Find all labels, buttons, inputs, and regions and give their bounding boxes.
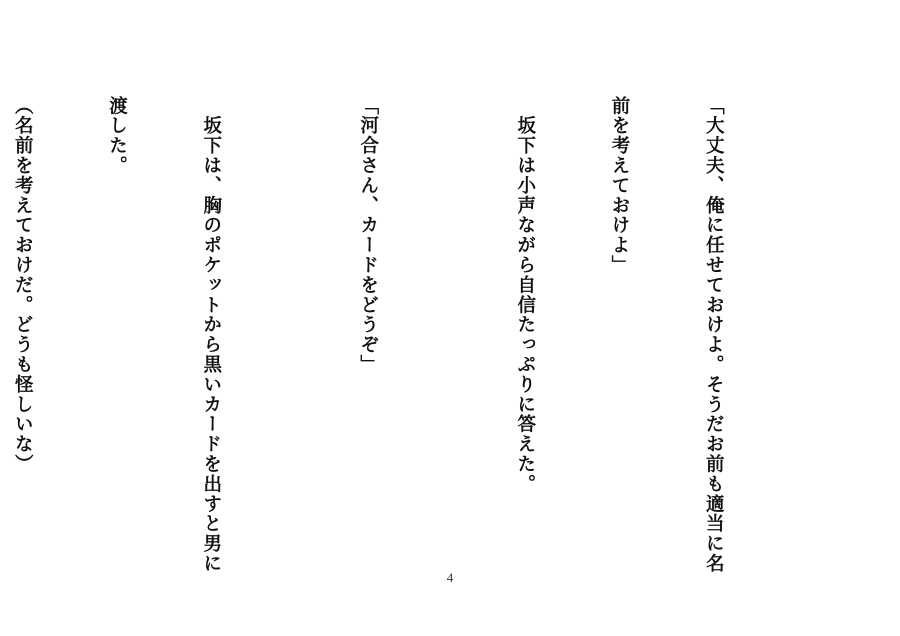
text-line: 「河合さん、カードをどうぞ」 — [357, 96, 379, 375]
text-line: 渡した。 — [106, 96, 128, 176]
text-line: 「大丈夫、俺に任せておけよ。そうだお前も適当に名 — [703, 96, 725, 574]
text-line: （名前を考えておけだ。どうも怪しいな） — [12, 96, 34, 475]
page-number: 4 — [446, 570, 454, 585]
text-line: 前を考えておけよ」 — [608, 96, 630, 276]
text-line: 坂下は、胸のポケットから黒いカードを出すと男に — [200, 96, 222, 574]
text-line: 坂下は小声ながら自信たっぷりに答えた。 — [514, 96, 536, 494]
vertical-text-body — [12, 96, 792, 574]
